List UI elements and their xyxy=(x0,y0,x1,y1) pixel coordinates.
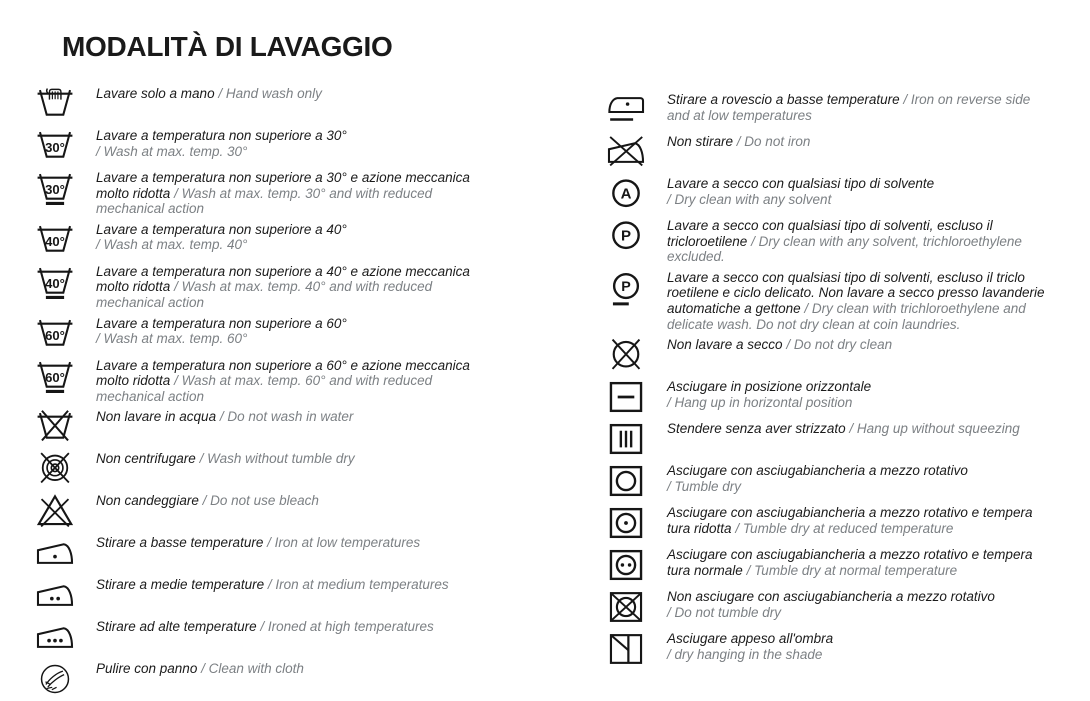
care-instruction-text xyxy=(667,335,1049,353)
italian-label: Non candeggiare xyxy=(96,493,199,509)
english-translation: / Tumble dry at reduced temperature xyxy=(735,520,954,536)
care-instruction-row xyxy=(36,356,494,405)
svg-text:60°: 60° xyxy=(45,327,65,343)
svg-text:40°: 40° xyxy=(45,275,65,291)
care-instruction-row xyxy=(36,84,494,123)
dry-flat-icon xyxy=(607,377,651,416)
care-instruction-row xyxy=(36,314,494,353)
english-translation: / Do not tumble dry xyxy=(667,604,782,620)
do-not-wash-icon xyxy=(36,407,80,446)
care-instruction-row xyxy=(36,262,494,311)
italian-label: Asciugare con asciugabiancheria a mezzo rotativo e tempera tura ridotta xyxy=(667,505,1033,536)
english-translation: / Dry clean with trichloroethylene and delicate wash. Do not dry clean at coin laundries. xyxy=(667,300,1026,332)
care-instruction-text xyxy=(96,659,494,677)
english-translation: / Tumble dry xyxy=(667,478,742,494)
italian-label: Lavare solo a mano xyxy=(96,86,215,101)
italian-label: Lavare a secco con qualsiasi tipo di solventi, escluso il triclo roetilene e ciclo delicato. Non lavare a secco presso lavanderie automatiche a gettone xyxy=(667,269,1045,316)
care-instruction-text xyxy=(96,126,494,159)
care-instruction-text xyxy=(667,132,1049,150)
italian-label: Asciugare con asciugabiancheria a mezzo rotativo xyxy=(667,463,968,479)
care-instruction-text xyxy=(667,545,1049,578)
care-instruction-text xyxy=(667,503,1049,536)
english-translation: / Hang up in horizontal position xyxy=(667,394,853,410)
italian-label: Stirare ad alte temperature xyxy=(96,619,257,635)
care-instruction-text xyxy=(96,575,494,593)
care-instruction-text xyxy=(667,461,1049,494)
wash-60-reduced-icon xyxy=(36,356,80,395)
dry-clean-p-icon xyxy=(607,216,651,255)
italian-label: Non lavare a secco xyxy=(667,337,783,353)
left-column-care-symbols xyxy=(36,84,494,701)
care-instruction-text xyxy=(96,314,494,347)
clean-with-cloth-icon xyxy=(36,659,80,698)
italian-label: Lavare a secco con qualsiasi tipo di solvente xyxy=(667,176,935,191)
care-instruction-row xyxy=(607,268,1049,332)
care-instruction-text xyxy=(667,377,1049,410)
wash-60-icon xyxy=(36,314,80,353)
italian-label: Lavare a temperatura non superiore a 30° xyxy=(96,128,347,143)
iron-low-icon xyxy=(36,533,80,572)
care-instruction-text xyxy=(667,587,1049,620)
iron-medium-icon xyxy=(36,575,80,614)
wash-30-icon xyxy=(36,126,80,165)
iron-high-icon xyxy=(36,617,80,656)
italian-label: Lavare a temperatura non superiore a 30° e azione meccanica molto ridotta xyxy=(96,170,470,201)
english-translation: / Dry clean with any solvent xyxy=(667,191,832,207)
wash-40-reduced-icon xyxy=(36,262,80,301)
care-instruction-row xyxy=(36,449,494,488)
care-instruction-text xyxy=(96,168,494,217)
english-translation: / Iron at medium temperatures xyxy=(267,577,449,593)
care-instruction-text xyxy=(96,356,494,405)
care-instruction-text xyxy=(96,262,494,311)
care-instruction-text xyxy=(667,629,1049,662)
svg-text:60°: 60° xyxy=(45,369,65,385)
care-instruction-text xyxy=(96,407,494,425)
dry-in-shade-icon xyxy=(607,629,651,668)
italian-label: Non lavare in acqua xyxy=(96,409,217,425)
english-translation: / Iron on reverse side and at low temperatures xyxy=(667,92,1031,123)
italian-label: Non stirare xyxy=(667,134,734,149)
english-translation: / Wash at max. temp. 30° xyxy=(96,143,248,159)
care-instruction-text xyxy=(96,220,494,253)
care-instruction-row xyxy=(36,220,494,259)
do-not-dry-clean-icon xyxy=(607,335,651,374)
svg-text:40°: 40° xyxy=(45,233,65,249)
svg-text:P: P xyxy=(620,227,632,245)
italian-label: Stirare a medie temperature xyxy=(96,577,265,593)
italian-label: Lavare a secco con qualsiasi tipo di solventi, escluso il tricloroetilene xyxy=(667,218,993,249)
care-instruction-text xyxy=(96,449,494,467)
wash-40-icon xyxy=(36,220,80,259)
english-translation: / Dry clean with any solvent, trichloroethylene excluded. xyxy=(667,233,1022,265)
hand-wash-icon xyxy=(36,84,80,123)
care-instruction-row xyxy=(36,491,494,530)
english-translation: / Iron at low temperatures xyxy=(267,535,421,551)
care-instruction-text xyxy=(667,216,1049,265)
italian-label: Lavare a temperatura non superiore a 60° xyxy=(96,315,347,331)
care-instruction-row xyxy=(607,335,1049,374)
care-instruction-text xyxy=(667,174,1049,207)
do-not-bleach-icon xyxy=(36,491,80,530)
english-translation: / Do not dry clean xyxy=(786,337,893,353)
care-instruction-row xyxy=(36,126,494,165)
italian-label: Non asciugare con asciugabiancheria a mezzo rotativo xyxy=(667,589,995,605)
do-not-iron-icon xyxy=(607,132,651,171)
italian-label: Lavare a temperatura non superiore a 40° e azione meccanica molto ridotta xyxy=(96,263,470,295)
english-translation: / Hang up without squeezing xyxy=(849,421,1020,437)
care-instruction-row xyxy=(607,629,1049,668)
care-instruction-row xyxy=(36,659,494,698)
care-instruction-text xyxy=(667,268,1049,332)
tumble-dry-normal-icon xyxy=(607,545,651,584)
svg-text:30°: 30° xyxy=(45,139,65,155)
care-instruction-row xyxy=(607,587,1049,626)
care-instruction-text xyxy=(667,90,1049,123)
care-instruction-row xyxy=(36,533,494,572)
care-instruction-row xyxy=(607,377,1049,416)
care-instruction-text xyxy=(96,617,494,635)
italian-label: Lavare a temperatura non superiore a 60° e azione meccanica molto ridotta xyxy=(96,357,470,389)
care-instruction-row xyxy=(607,545,1049,584)
care-instruction-row xyxy=(36,575,494,614)
italian-label: Stendere senza aver strizzato xyxy=(667,421,846,437)
care-instruction-row xyxy=(607,503,1049,542)
english-translation: / Wash at max. temp. 60° and with reduced mechanical action xyxy=(96,373,433,404)
english-translation: / Do not iron xyxy=(736,134,811,149)
english-translation: / Wash at max. temp. 40° and with reduced mechanical action xyxy=(96,279,433,310)
care-instruction-row xyxy=(607,461,1049,500)
italian-label: Non centrifugare xyxy=(96,451,196,467)
care-instruction-row xyxy=(607,132,1049,171)
dry-clean-p-reduced-icon xyxy=(607,268,651,307)
care-instruction-row xyxy=(607,216,1049,265)
care-instruction-row xyxy=(36,617,494,656)
english-translation: / Do not use bleach xyxy=(202,493,319,509)
english-translation: / Do not wash in water xyxy=(219,409,354,425)
tumble-dry-icon xyxy=(607,461,651,500)
do-not-wring-icon xyxy=(36,449,80,488)
svg-text:30°: 30° xyxy=(45,181,65,197)
care-instruction-text xyxy=(96,84,494,102)
english-translation: / Wash without tumble dry xyxy=(199,451,355,467)
care-instruction-text xyxy=(96,491,494,509)
care-instruction-row xyxy=(36,407,494,446)
italian-label: Pulire con panno xyxy=(96,661,198,677)
italian-label: Stirare a rovescio a basse temperature xyxy=(667,92,900,107)
care-instruction-row xyxy=(607,90,1049,129)
english-translation: / dry hanging in the shade xyxy=(667,646,823,662)
care-instruction-text xyxy=(96,533,494,551)
drip-dry-icon xyxy=(607,419,651,458)
iron-reverse-icon xyxy=(607,90,651,129)
english-translation: / Ironed at high temperatures xyxy=(260,619,434,635)
care-instruction-row xyxy=(36,168,494,217)
tumble-dry-reduced-icon xyxy=(607,503,651,542)
care-instruction-row xyxy=(607,174,1049,213)
svg-text:P: P xyxy=(621,278,631,295)
english-translation: / Wash at max. temp. 30° and with reduced mechanical action xyxy=(96,185,433,217)
english-translation: / Wash at max. temp. 40° xyxy=(96,237,248,253)
english-translation: / Tumble dry at normal temperature xyxy=(746,562,958,578)
italian-label: Lavare a temperatura non superiore a 40° xyxy=(96,221,347,237)
english-translation: / Hand wash only xyxy=(218,86,322,101)
english-translation: / Clean with cloth xyxy=(201,661,304,677)
italian-label: Stirare a basse temperature xyxy=(96,535,264,551)
svg-text:A: A xyxy=(620,185,632,203)
care-instruction-text xyxy=(667,419,1049,437)
wash-30-reduced-icon xyxy=(36,168,80,207)
english-translation: / Wash at max. temp. 60° xyxy=(96,331,248,347)
italian-label: Asciugare con asciugabiancheria a mezzo rotativo e tempera tura normale xyxy=(667,547,1033,578)
dry-clean-a-icon xyxy=(607,174,651,213)
right-column-care-symbols xyxy=(607,90,1049,671)
italian-label: Asciugare appeso all'ombra xyxy=(667,631,834,647)
page-title: MODALITÀ DI LAVAGGIO xyxy=(62,30,393,62)
do-not-tumble-dry-icon xyxy=(607,587,651,626)
care-instruction-row xyxy=(607,419,1049,458)
italian-label: Asciugare in posizione orizzontale xyxy=(667,379,872,395)
